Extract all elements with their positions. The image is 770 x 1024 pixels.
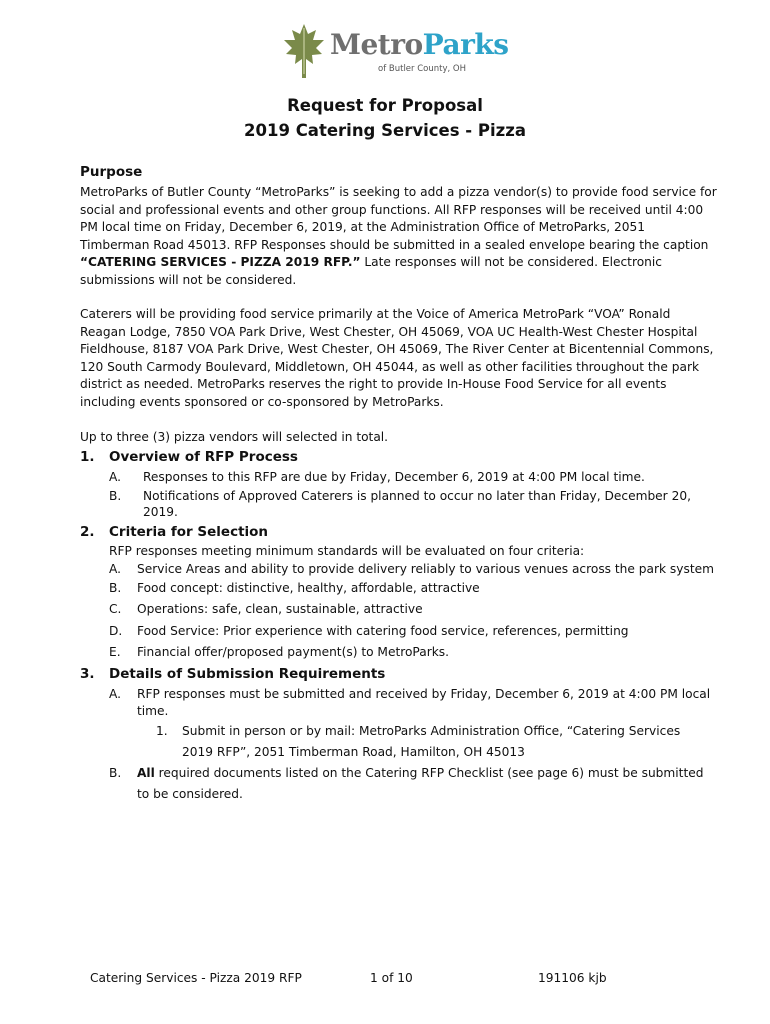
item-label: C. [109,602,122,616]
section-heading: Details of Submission Requirements [109,666,386,682]
purpose-line: MetroParks of Butler County “MetroParks” is seeking to add a pizza vendor(s) to provide food service for [80,185,717,199]
footer-right: 191106 kjb [538,971,607,985]
item-label: E. [109,645,121,659]
item-label: A. [109,562,121,576]
list-item: RFP responses must be submitted and received by Friday, December 6, 2019 at 4:00 PM local [137,687,711,701]
item-label: A. [109,687,121,701]
item-label: B. [109,581,122,595]
item-label: 1. [156,724,168,738]
list-item: All required documents listed on the Catering RFP Checklist (see page 6) must be submitted [137,766,704,780]
item-label: D. [109,624,123,638]
item-label: B. [109,766,122,780]
venues-line: district as needed. MetroParks reserves the right to provide In-House Food Service for all events [80,377,667,391]
section-heading: Criteria for Selection [109,524,269,540]
list-item: Financial offer/proposed payment(s) to MetroParks. [137,645,449,659]
list-item: Food Service: Prior experience with catering food service, references, permitting [137,624,629,638]
purpose-heading: Purpose [80,164,143,180]
rfp-caption: “CATERING SERVICES - PIZZA 2019 RFP.” [80,255,361,269]
section-number: 1. [80,449,95,465]
purpose-line: social and professional events and other group functions. All RFP responses will be received until 4:00 [80,202,704,217]
list-item: Responses to this RFP are due by Friday, December 6, 2019 at 4:00 PM local time. [143,470,645,484]
metroparks-logo [282,22,509,84]
section-number: 3. [80,666,95,682]
section-heading: Overview of RFP Process [109,449,298,465]
list-item: Service Areas and ability to provide delivery reliably to various venues across the park system [137,562,714,576]
logo-subtitle: of Butler County, OH [378,64,466,74]
purpose-line: PM local time on Friday, December 6, 2019, at the Administration Office of MetroParks, 2051 [80,220,646,234]
vendor-count: Up to three (3) pizza vendors will selected in total. [80,430,389,444]
list-item: Food concept: distinctive, healthy, affordable, attractive [137,581,480,595]
venues-line: including events sponsored or co-sponsored by MetroParks. [80,394,444,409]
page-number: 1 of 10 [370,971,413,985]
footer-left: Catering Services - Pizza 2019 RFP [90,971,302,985]
sub-item: Submit in person or by mail: MetroParks Administration Office, “Catering Services [182,724,681,738]
list-item: to be considered. [137,787,243,801]
list-item: Operations: safe, clean, sustainable, attractive [137,602,423,616]
list-item: time. [137,704,169,718]
section-intro: RFP responses meeting minimum standards will be evaluated on four criteria: [109,544,585,558]
purpose-line: submissions will not be considered. [80,272,297,287]
section-number: 2. [80,524,95,540]
purpose-line: Timberman Road 45013. RFP Responses should be submitted in a sealed envelope bearing the caption [80,237,709,252]
venues-line: Reagan Lodge, 7850 VOA Park Drive, West Chester, OH 45069, VOA UC Health-West Chester Hospital [80,324,698,339]
venues-line: 120 South Carmody Boulevard, Middletown, OH 45044, as well as other facilities throughout the park [80,359,700,374]
list-item: 2019. [143,505,178,519]
page-title: Request for Proposal [287,96,483,115]
leaf-icon [282,22,328,80]
page-subtitle: 2019 Catering Services - Pizza [244,121,526,140]
item-label: A. [109,470,121,484]
item-label: B. [109,489,122,503]
purpose-line: “CATERING SERVICES - PIZZA 2019 RFP.” Late responses will not be considered. Electronic [80,255,662,269]
logo-wordmark: MetroParks [330,28,509,61]
list-item: Notifications of Approved Caterers is planned to occur no later than Friday, December 20, [143,489,691,503]
sub-item: 2019 RFP”, 2051 Timberman Road, Hamilton, OH 45013 [182,745,525,759]
venues-line: Fieldhouse, 8187 VOA Park Drive, West Chester, OH 45069, The River Center at Bicentennial Commons, [80,342,714,356]
venues-line: Caterers will be providing food service primarily at the Voice of America MetroPark “VOA” Ronald [80,307,671,321]
